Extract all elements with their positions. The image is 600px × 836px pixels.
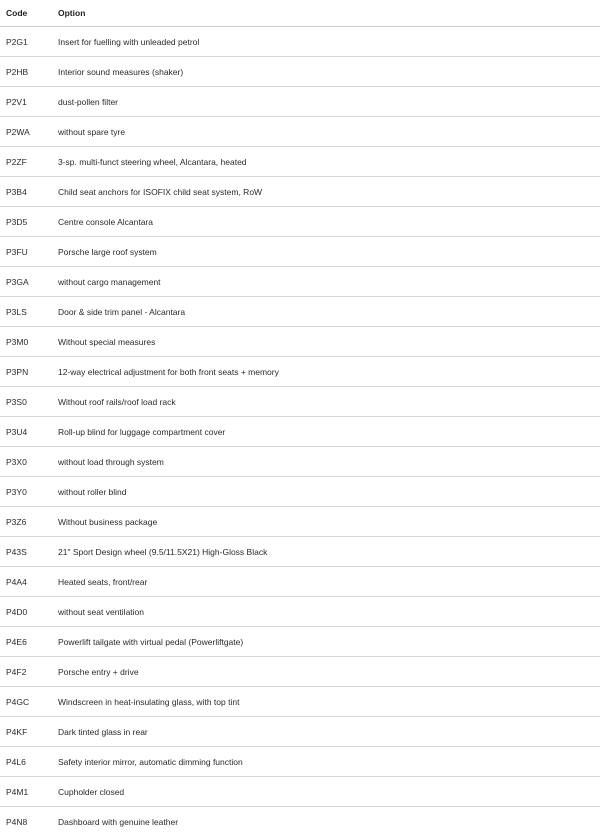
option-code: P4L6 — [0, 747, 58, 777]
option-code: P4N8 — [0, 807, 58, 836]
option-description: Child seat anchors for ISOFIX child seat system, RoW — [58, 177, 600, 207]
table-row — [0, 147, 600, 177]
table-row — [0, 267, 600, 297]
table-row — [0, 537, 600, 567]
option-code: P3X0 — [0, 447, 58, 477]
option-code: P3S0 — [0, 387, 58, 417]
table-row — [0, 207, 600, 237]
option-description: without spare tyre — [58, 117, 600, 147]
option-code: P3FU — [0, 237, 58, 267]
table-row — [0, 177, 600, 207]
option-code: P4KF — [0, 717, 58, 747]
code-column-header: Code — [0, 0, 58, 27]
table-row — [0, 87, 600, 117]
table-row — [0, 507, 600, 537]
option-code: P3Y0 — [0, 477, 58, 507]
option-description: Without business package — [58, 507, 600, 537]
option-description: 21" Sport Design wheel (9.5/11.5X21) High-Gloss Black — [58, 537, 600, 567]
table-row — [0, 477, 600, 507]
option-description: Safety interior mirror, automatic dimming function — [58, 747, 600, 777]
table-row — [0, 327, 600, 357]
option-code: P2ZF — [0, 147, 58, 177]
option-description: Dashboard with genuine leather — [58, 807, 600, 836]
option-code: P2HB — [0, 57, 58, 87]
option-description: Insert for fuelling with unleaded petrol — [58, 27, 600, 57]
option-description: without cargo management — [58, 267, 600, 297]
option-code: P4D0 — [0, 597, 58, 627]
table-header — [0, 0, 600, 27]
option-description: Interior sound measures (shaker) — [58, 57, 600, 87]
table-row — [0, 807, 600, 836]
option-code: P2WA — [0, 117, 58, 147]
table-row — [0, 357, 600, 387]
option-code: P2G1 — [0, 27, 58, 57]
option-code: P3GA — [0, 267, 58, 297]
table-row — [0, 777, 600, 807]
option-description: Porsche large roof system — [58, 237, 600, 267]
table-row — [0, 687, 600, 717]
table-row — [0, 657, 600, 687]
table-body — [0, 27, 600, 836]
table-row — [0, 27, 600, 57]
option-code: P3M0 — [0, 327, 58, 357]
option-code: P4F2 — [0, 657, 58, 687]
option-description: Windscreen in heat-insulating glass, with top tint — [58, 687, 600, 717]
option-description: without load through system — [58, 447, 600, 477]
option-description: Heated seats, front/rear — [58, 567, 600, 597]
table-row — [0, 387, 600, 417]
option-description: 3-sp. multi-funct steering wheel, Alcantara, heated — [58, 147, 600, 177]
option-code: P4M1 — [0, 777, 58, 807]
table-row — [0, 447, 600, 477]
option-description: dust-pollen filter — [58, 87, 600, 117]
option-description: without seat ventilation — [58, 597, 600, 627]
option-code: P3Z6 — [0, 507, 58, 537]
option-description: Cupholder closed — [58, 777, 600, 807]
option-code: P3LS — [0, 297, 58, 327]
table-row — [0, 747, 600, 777]
option-code: P4A4 — [0, 567, 58, 597]
option-code: P3U4 — [0, 417, 58, 447]
option-description: Dark tinted glass in rear — [58, 717, 600, 747]
table-row — [0, 117, 600, 147]
table-row — [0, 567, 600, 597]
option-description: Roll-up blind for luggage compartment cover — [58, 417, 600, 447]
table-row — [0, 297, 600, 327]
table-row — [0, 57, 600, 87]
table-row — [0, 597, 600, 627]
table-row — [0, 627, 600, 657]
header-row — [0, 0, 600, 27]
option-description: Without roof rails/roof load rack — [58, 387, 600, 417]
option-code: P3PN — [0, 357, 58, 387]
option-description: 12-way electrical adjustment for both front seats + memory — [58, 357, 600, 387]
option-column-header: Option — [58, 0, 600, 27]
option-description: Powerlift tailgate with virtual pedal (Powerliftgate) — [58, 627, 600, 657]
option-description: Without special measures — [58, 327, 600, 357]
option-code: P3B4 — [0, 177, 58, 207]
table-row — [0, 717, 600, 747]
option-description: without roller blind — [58, 477, 600, 507]
option-description: Door & side trim panel - Alcantara — [58, 297, 600, 327]
option-code: P4E6 — [0, 627, 58, 657]
option-code: P3D5 — [0, 207, 58, 237]
option-code: P43S — [0, 537, 58, 567]
table-row — [0, 417, 600, 447]
option-code: P4GC — [0, 687, 58, 717]
table-row — [0, 237, 600, 267]
option-code: P2V1 — [0, 87, 58, 117]
option-description: Centre console Alcantara — [58, 207, 600, 237]
option-description: Porsche entry + drive — [58, 657, 600, 687]
